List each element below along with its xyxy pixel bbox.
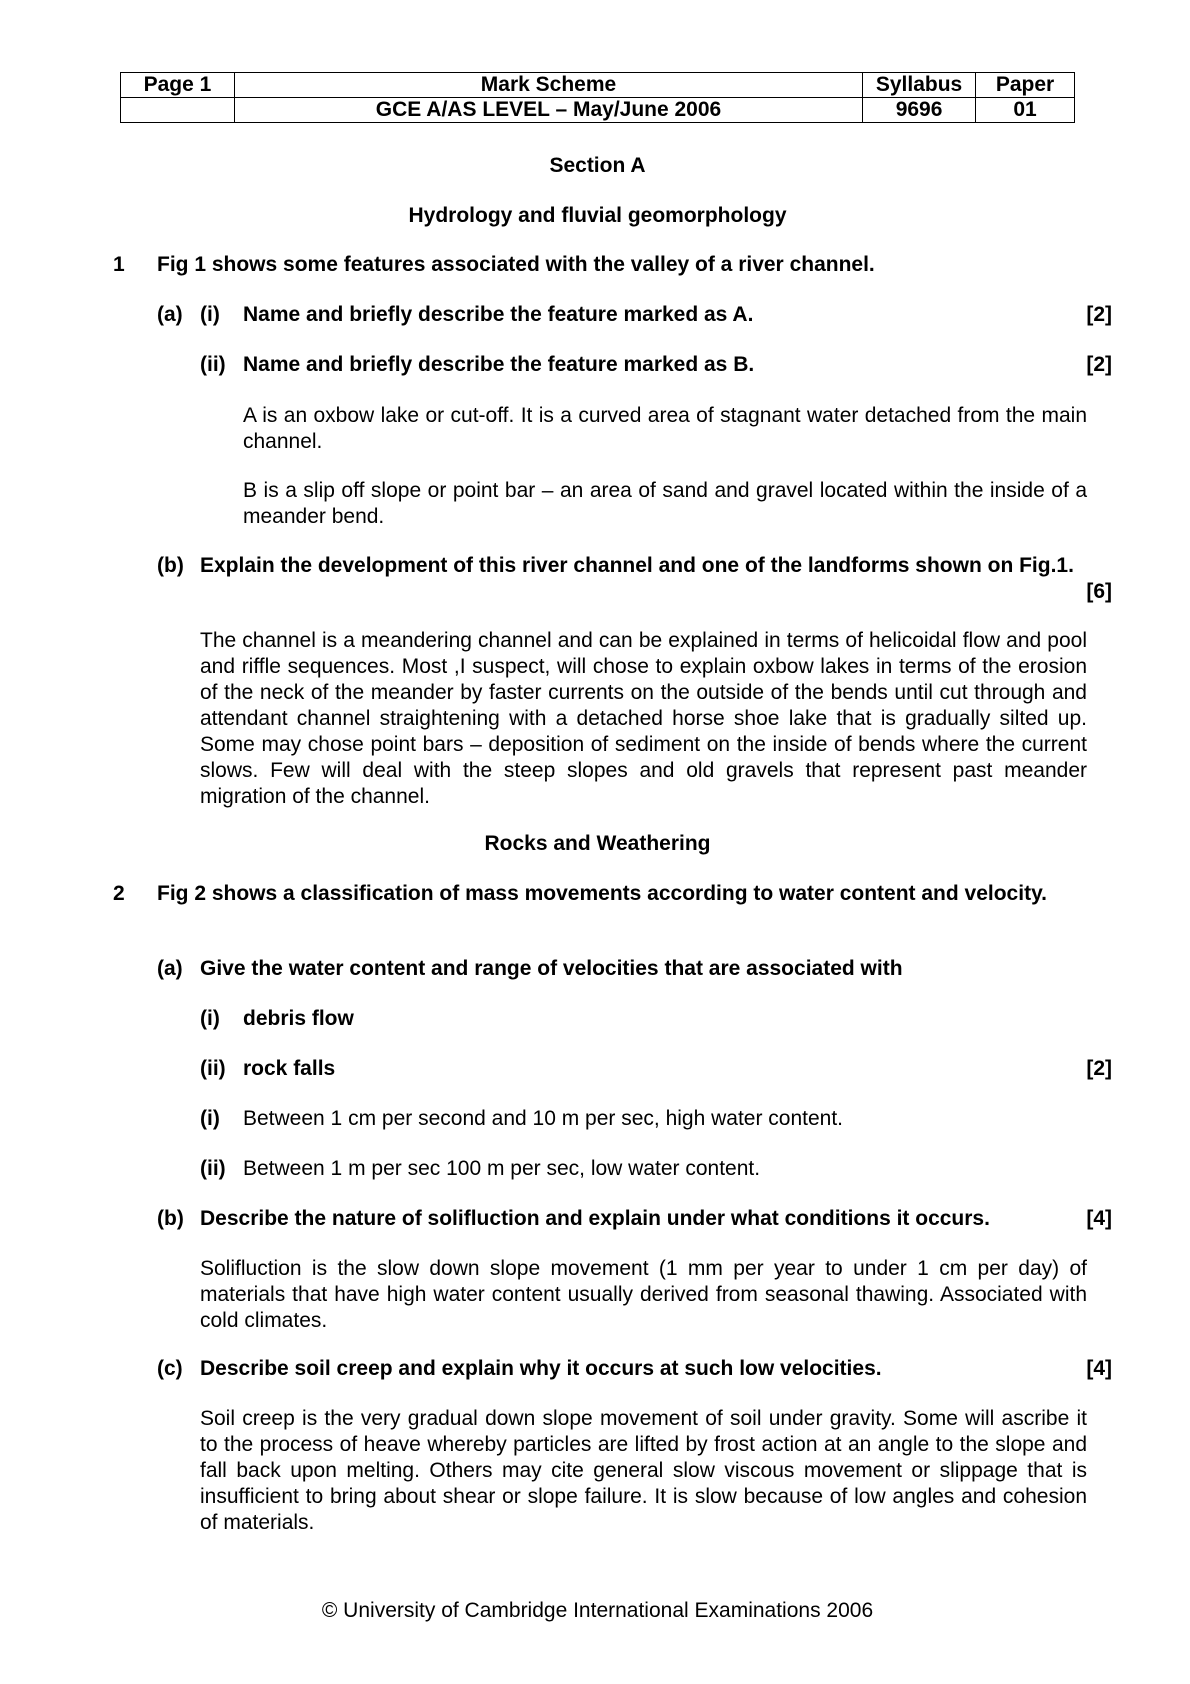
section-title: Section A — [549, 154, 646, 177]
header-empty-cell — [121, 98, 235, 123]
doc-title: Mark Scheme — [234, 73, 862, 98]
q2a-answer-ii-label: (ii) — [200, 1157, 226, 1180]
q2aii-text: rock falls — [243, 1057, 336, 1080]
q2c-label: (c) — [157, 1357, 183, 1380]
q2-number: 2 — [113, 882, 125, 905]
q1ai-label: (i) — [200, 303, 220, 326]
q1b-label: (b) — [157, 554, 184, 577]
q2ai-label: (i) — [200, 1007, 220, 1030]
paper-number: 01 — [976, 98, 1075, 123]
q2b-text: Describe the nature of solifluction and explain under what conditions it occurs. — [200, 1207, 990, 1230]
page-label: Page 1 — [121, 73, 235, 98]
q2a-mark: [2] — [1086, 1057, 1112, 1080]
q2c-answer: Soil creep is the very gradual down slope movement of soil under gravity. Some will ascribe it to the process of heave whereby particles are lifted by frost action at an angle to the slope and fall back upon melting. Others may cite general slow viscous movement or slippage that is insufficient to bring about shear or slope failure. It is slow because of low angles and cohesion of materials. — [200, 1407, 1087, 1534]
q1ai-mark: [2] — [1086, 303, 1112, 326]
q2a-text: Give the water content and range of velocities that are associated with — [200, 957, 903, 980]
q1a-label: (a) — [157, 303, 183, 326]
header-table — [120, 72, 1075, 123]
q2-stem: Fig 2 shows a classification of mass movements according to water content and velocity. — [157, 882, 1048, 905]
q1b-text: Explain the development of this river channel and one of the landforms shown on Fig.1. — [200, 554, 1074, 577]
q1-stem: Fig 1 shows some features associated with the valley of a river channel. — [157, 253, 875, 276]
exam-name: GCE A/AS LEVEL – May/June 2006 — [234, 98, 862, 123]
q1a-answer-a: A is an oxbow lake or cut-off. It is a curved area of stagnant water detached from the main channel. — [243, 404, 1087, 453]
q1ai-text: Name and briefly describe the feature marked as A. — [243, 303, 754, 326]
q2a-label: (a) — [157, 957, 183, 980]
q2b-answer: Solifluction is the slow down slope movement (1 mm per year to under 1 cm per day) of materials that have high water content usually derived from seasonal thawing. Associated with cold climates. — [200, 1257, 1087, 1332]
copyright-footer: © University of Cambridge International Examinations 2006 — [321, 1599, 874, 1622]
q2b-label: (b) — [157, 1207, 184, 1230]
q2c-mark: [4] — [1086, 1357, 1112, 1380]
q1a-answer-b: B is a slip off slope or point bar – an area of sand and gravel located within the inside of a meander bend. — [243, 479, 1087, 528]
syllabus-label: Syllabus — [863, 73, 976, 98]
q1aii-label: (ii) — [200, 353, 226, 376]
q2ai-text: debris flow — [243, 1007, 354, 1030]
topic-heading-hydrology: Hydrology and fluvial geomorphology — [408, 204, 787, 227]
q1-number: 1 — [113, 253, 125, 276]
q1b-mark: [6] — [1086, 580, 1112, 603]
paper-label: Paper — [976, 73, 1075, 98]
q2a-answer-ii: Between 1 m per sec 100 m per sec, low water content. — [243, 1157, 761, 1180]
topic-heading-rocks: Rocks and Weathering — [484, 832, 711, 855]
q2c-text: Describe soil creep and explain why it occurs at such low velocities. — [200, 1357, 882, 1380]
q1aii-mark: [2] — [1086, 353, 1112, 376]
q1aii-text: Name and briefly describe the feature marked as B. — [243, 353, 755, 376]
q2a-answer-i-label: (i) — [200, 1107, 220, 1130]
syllabus-code: 9696 — [863, 98, 976, 123]
q1b-answer: The channel is a meandering channel and can be explained in terms of helicoidal flow and pool and riffle sequences. Most ,I suspect, will chose to explain oxbow lakes in terms of the erosion of the neck of the meander by faster currents on the outside of the bends until cut through and attendant channel straightening with a detached horse shoe lake that is gradually silted up. Some may chose point bars – deposition of sediment on the inside of bends where the current slows. Few will deal with the steep slopes and old gravels that represent past meander migration of the channel. — [200, 629, 1087, 808]
q2a-answer-i: Between 1 cm per second and 10 m per sec, high water content. — [243, 1107, 844, 1130]
q2aii-label: (ii) — [200, 1057, 226, 1080]
q2b-mark: [4] — [1086, 1207, 1112, 1230]
